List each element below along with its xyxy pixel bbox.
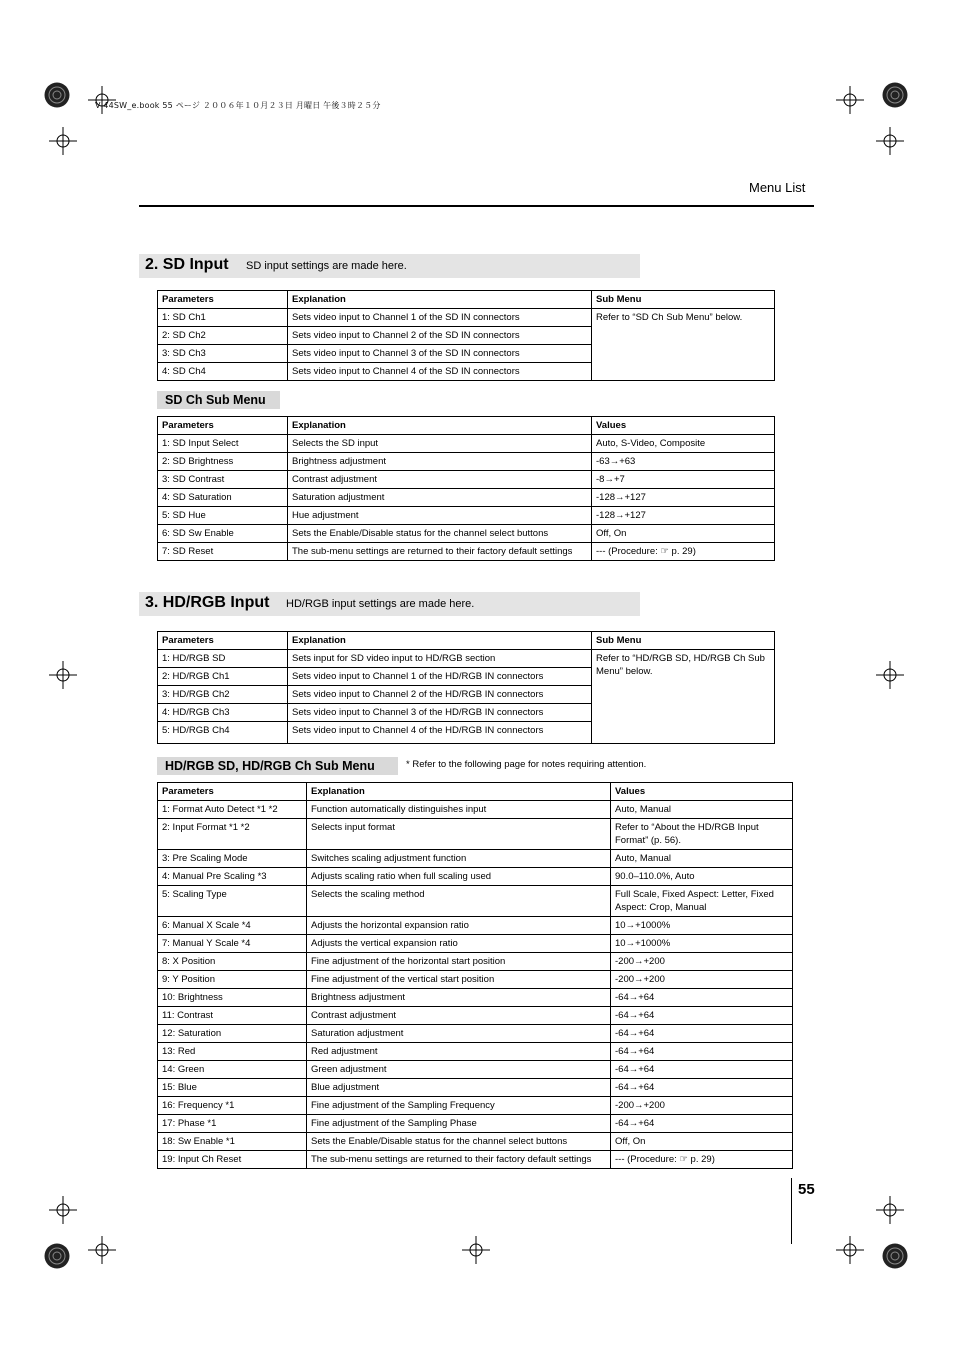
parameter-cell: 7: Manual Y Scale *4 (158, 935, 307, 953)
table-row (158, 453, 775, 471)
explanation-cell: Sets video input to Channel 4 of the HD/RGB IN connectors (288, 722, 592, 744)
value-cell: -64→+64 (611, 1007, 793, 1025)
parameter-cell: 1: SD Input Select (158, 435, 288, 453)
explanation-cell: Brightness adjustment (288, 453, 592, 471)
table-header-row (158, 417, 775, 435)
explanation-cell: Selects the scaling method (307, 886, 611, 917)
parameter-cell: 4: SD Saturation (158, 489, 288, 507)
value-cell: -64→+64 (611, 1079, 793, 1097)
table-row (158, 850, 793, 868)
explanation-cell: Sets video input to Channel 3 of the SD IN connectors (288, 345, 592, 363)
table-row (158, 525, 775, 543)
value-cell: -64→+64 (611, 1061, 793, 1079)
parameter-cell: 5: HD/RGB Ch4 (158, 722, 288, 744)
crosshair-left-middle-icon (49, 661, 77, 689)
registration-circle-bottom-left-icon (44, 1243, 70, 1269)
parameter-cell: 4: SD Ch4 (158, 363, 288, 381)
value-cell: -128→+127 (592, 507, 775, 525)
submenu-cell: Refer to “SD Ch Sub Menu” below. (592, 309, 775, 381)
parameter-cell: 19: Input Ch Reset (158, 1151, 307, 1169)
column-header: Sub Menu (592, 632, 775, 650)
file-info-line: V-44SW_e.book 55 ページ ２００６年１０月２３日 月曜日 午後３時２５分 (95, 101, 381, 110)
value-cell: Off, On (611, 1133, 793, 1151)
table-row (158, 435, 775, 453)
parameter-cell: 2: SD Ch2 (158, 327, 288, 345)
crosshair-right-middle-icon (876, 661, 904, 689)
column-header: Sub Menu (592, 291, 775, 309)
crosshair-bottom-center-icon (462, 1236, 490, 1264)
parameter-cell: 1: SD Ch1 (158, 309, 288, 327)
column-header: Explanation (288, 632, 592, 650)
hdrgb-input-heading: 3. HD/RGB Input (145, 594, 270, 611)
parameter-cell: 7: SD Reset (158, 543, 288, 561)
explanation-cell: Sets video input to Channel 1 of the SD IN connectors (288, 309, 592, 327)
value-cell: 10→+1000% (611, 917, 793, 935)
parameter-cell: 17: Phase *1 (158, 1115, 307, 1133)
table-row (158, 971, 793, 989)
column-header: Parameters (158, 417, 288, 435)
value-cell: 10→+1000% (611, 935, 793, 953)
hdrgb-sub-menu-table (157, 782, 793, 1169)
value-cell: -200→+200 (611, 971, 793, 989)
table-row (158, 917, 793, 935)
table-header-row (158, 632, 775, 650)
explanation-cell: Adjusts the horizontal expansion ratio (307, 917, 611, 935)
table-row (158, 309, 775, 327)
attention-note: * Refer to the following page for notes requiring attention. (406, 759, 647, 770)
value-cell: -200→+200 (611, 1097, 793, 1115)
value-cell: Auto, S-Video, Composite (592, 435, 775, 453)
value-cell: -63→+63 (592, 453, 775, 471)
table-row (158, 1025, 793, 1043)
explanation-cell: Sets the Enable/Disable status for the channel select buttons (288, 525, 592, 543)
sd-input-heading-band (139, 254, 640, 278)
explanation-cell: Blue adjustment (307, 1079, 611, 1097)
parameter-cell: 18: Sw Enable *1 (158, 1133, 307, 1151)
column-header: Values (611, 783, 793, 801)
explanation-cell: The sub-menu settings are returned to their factory default settings (307, 1151, 611, 1169)
hdrgb-input-heading-band (139, 592, 640, 616)
explanation-cell: Selects the SD input (288, 435, 592, 453)
value-cell: -64→+64 (611, 1115, 793, 1133)
table-row (158, 1061, 793, 1079)
sd-ch-sub-menu-table (157, 416, 775, 561)
parameter-cell: 6: Manual X Scale *4 (158, 917, 307, 935)
column-header: Explanation (307, 783, 611, 801)
registration-circle-top-left-icon (44, 82, 70, 108)
parameter-cell: 2: SD Brightness (158, 453, 288, 471)
value-cell: Refer to “About the HD/RGB Input Format” (p. 56). (611, 819, 793, 850)
value-cell: --- (Procedure: ☞ p. 29) (611, 1151, 793, 1169)
running-head: Menu List (749, 180, 806, 195)
column-header: Parameters (158, 291, 288, 309)
parameter-cell: 15: Blue (158, 1079, 307, 1097)
explanation-cell: Hue adjustment (288, 507, 592, 525)
explanation-cell: Fine adjustment of the Sampling Phase (307, 1115, 611, 1133)
page-number: 55 (798, 1181, 815, 1198)
explanation-cell: Fine adjustment of the vertical start position (307, 971, 611, 989)
header-rule (139, 205, 814, 207)
parameter-cell: 12: Saturation (158, 1025, 307, 1043)
parameter-cell: 9: Y Position (158, 971, 307, 989)
registration-circle-bottom-right-icon (882, 1243, 908, 1269)
column-header: Parameters (158, 783, 307, 801)
hdrgb-input-table (157, 631, 775, 744)
table-row (158, 819, 793, 850)
explanation-cell: Sets video input to Channel 3 of the HD/RGB IN connectors (288, 704, 592, 722)
parameter-cell: 1: Format Auto Detect *1 *2 (158, 801, 307, 819)
parameter-cell: 2: HD/RGB Ch1 (158, 668, 288, 686)
explanation-cell: Selects input format (307, 819, 611, 850)
page-number-rule (791, 1178, 792, 1244)
sd-input-table (157, 290, 775, 381)
value-cell: -200→+200 (611, 953, 793, 971)
column-header: Values (592, 417, 775, 435)
parameter-cell: 13: Red (158, 1043, 307, 1061)
explanation-cell: Function automatically distinguishes input (307, 801, 611, 819)
parameter-cell: 11: Contrast (158, 1007, 307, 1025)
parameter-cell: 3: SD Ch3 (158, 345, 288, 363)
table-row (158, 989, 793, 1007)
table-row (158, 886, 793, 917)
parameter-cell: 8: X Position (158, 953, 307, 971)
sd-ch-sub-menu-heading: SD Ch Sub Menu (157, 391, 280, 409)
table-header-row (158, 291, 775, 309)
parameter-cell: 6: SD Sw Enable (158, 525, 288, 543)
hdrgb-sub-menu-heading: HD/RGB SD, HD/RGB Ch Sub Menu (157, 757, 398, 775)
explanation-cell: Fine adjustment of the horizontal start position (307, 953, 611, 971)
table-row (158, 471, 775, 489)
value-cell: --- (Procedure: ☞ p. 29) (592, 543, 775, 561)
table-row (158, 801, 793, 819)
explanation-cell: Brightness adjustment (307, 989, 611, 1007)
parameter-cell: 14: Green (158, 1061, 307, 1079)
submenu-cell: Refer to “HD/RGB SD, HD/RGB Ch Sub Menu” below. (592, 650, 775, 744)
column-header: Explanation (288, 291, 592, 309)
registration-circle-top-right-icon (882, 82, 908, 108)
explanation-cell: Fine adjustment of the Sampling Frequency (307, 1097, 611, 1115)
parameter-cell: 5: Scaling Type (158, 886, 307, 917)
explanation-cell: Green adjustment (307, 1061, 611, 1079)
table-row (158, 1133, 793, 1151)
parameter-cell: 3: HD/RGB Ch2 (158, 686, 288, 704)
explanation-cell: Sets video input to Channel 4 of the SD IN connectors (288, 363, 592, 381)
parameter-cell: 1: HD/RGB SD (158, 650, 288, 668)
table-row (158, 935, 793, 953)
explanation-cell: Adjusts scaling ratio when full scaling used (307, 868, 611, 886)
value-cell: 90.0–110.0%, Auto (611, 868, 793, 886)
table-row (158, 1079, 793, 1097)
explanation-cell: Contrast adjustment (307, 1007, 611, 1025)
parameter-cell: 5: SD Hue (158, 507, 288, 525)
explanation-cell: Red adjustment (307, 1043, 611, 1061)
parameter-cell: 16: Frequency *1 (158, 1097, 307, 1115)
explanation-cell: Sets input for SD video input to HD/RGB section (288, 650, 592, 668)
explanation-cell: Contrast adjustment (288, 471, 592, 489)
value-cell: -64→+64 (611, 1025, 793, 1043)
crosshair-top-right-icon (836, 86, 864, 114)
table-row (158, 1097, 793, 1115)
table-row (158, 1007, 793, 1025)
explanation-cell: The sub-menu settings are returned to their factory default settings (288, 543, 592, 561)
explanation-cell: Saturation adjustment (288, 489, 592, 507)
table-row (158, 1151, 793, 1169)
table-row (158, 543, 775, 561)
value-cell: -8→+7 (592, 471, 775, 489)
explanation-cell: Adjusts the vertical expansion ratio (307, 935, 611, 953)
parameter-cell: 2: Input Format *1 *2 (158, 819, 307, 850)
table-row (158, 650, 775, 668)
value-cell: Auto, Manual (611, 850, 793, 868)
table-row (158, 507, 775, 525)
parameter-cell: 3: Pre Scaling Mode (158, 850, 307, 868)
value-cell: Off, On (592, 525, 775, 543)
column-header: Explanation (288, 417, 592, 435)
table-header-row (158, 783, 793, 801)
crosshair-left-upper-icon (49, 127, 77, 155)
crosshair-right-lower-icon (876, 1196, 904, 1224)
parameter-cell: 10: Brightness (158, 989, 307, 1007)
explanation-cell: Switches scaling adjustment function (307, 850, 611, 868)
parameter-cell: 4: HD/RGB Ch3 (158, 704, 288, 722)
sd-input-description: SD input settings are made here. (246, 260, 407, 272)
explanation-cell: Sets video input to Channel 2 of the HD/RGB IN connectors (288, 686, 592, 704)
crosshair-bottom-right-icon (836, 1236, 864, 1264)
explanation-cell: Sets video input to Channel 2 of the SD IN connectors (288, 327, 592, 345)
value-cell: -64→+64 (611, 989, 793, 1007)
crosshair-left-lower-icon (49, 1196, 77, 1224)
parameter-cell: 4: Manual Pre Scaling *3 (158, 868, 307, 886)
table-row (158, 868, 793, 886)
table-row (158, 1115, 793, 1133)
value-cell: -128→+127 (592, 489, 775, 507)
value-cell: -64→+64 (611, 1043, 793, 1061)
crosshair-right-upper-icon (876, 127, 904, 155)
parameter-cell: 3: SD Contrast (158, 471, 288, 489)
explanation-cell: Saturation adjustment (307, 1025, 611, 1043)
sd-input-heading: 2. SD Input (145, 256, 229, 273)
hdrgb-input-description: HD/RGB input settings are made here. (286, 598, 475, 610)
table-row (158, 489, 775, 507)
value-cell: Auto, Manual (611, 801, 793, 819)
explanation-cell: Sets video input to Channel 1 of the HD/RGB IN connectors (288, 668, 592, 686)
value-cell: Full Scale, Fixed Aspect: Letter, Fixed Aspect: Crop, Manual (611, 886, 793, 917)
crosshair-bottom-left-icon (88, 1236, 116, 1264)
explanation-cell: Sets the Enable/Disable status for the channel select buttons (307, 1133, 611, 1151)
table-row (158, 953, 793, 971)
column-header: Parameters (158, 632, 288, 650)
table-row (158, 1043, 793, 1061)
